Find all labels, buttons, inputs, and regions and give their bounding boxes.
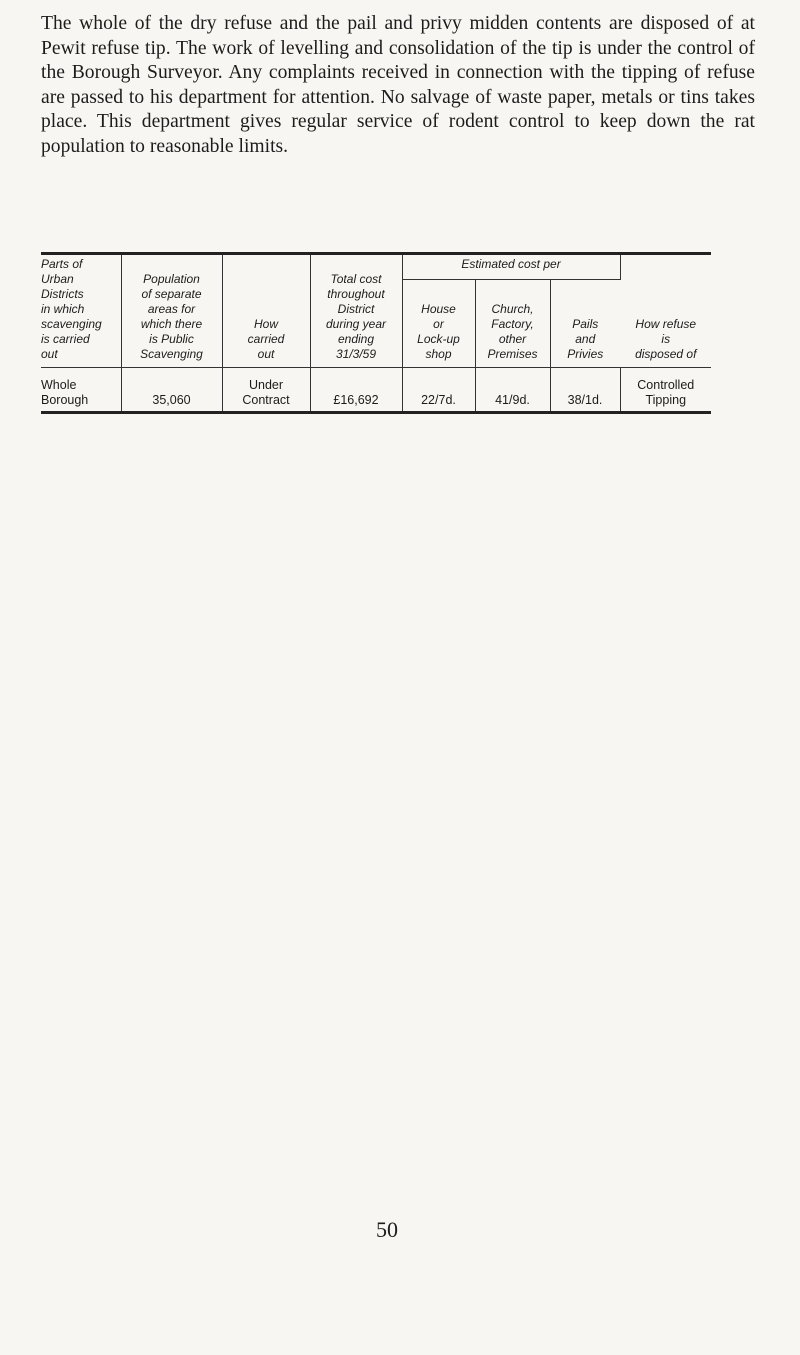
table-row (41, 368, 711, 412)
header-population: Population of separate areas for which there is Public Scavenging (121, 255, 222, 368)
cell-population: 35,060 (121, 368, 222, 412)
intro-paragraph: The whole of the dry refuse and the pail and privy midden contents are disposed of at Pewit refuse tip. The work of levelling and consolidation of the tip is under the control of the Borough Surveyor. Any complaints received in connection with the tipping of refuse are passed to his department for attention. No salvage of waste paper, metals or tins takes place. This department gives regular service of rodent control to keep down the rat population to reasonable limits. (41, 13, 755, 157)
header-how-carried-out: How carried out (222, 255, 310, 368)
cell-pails-cost: 38/1d. (550, 368, 620, 412)
cell-parts: Whole Borough (41, 368, 121, 412)
header-estimated-cost-per: Estimated cost per (402, 255, 620, 280)
header-church-factory-premises: Church, Factory, other Premises (475, 280, 550, 368)
header-pails-and-privies: Pails and Privies (567, 317, 604, 361)
cell-total-cost: £16,692 (310, 368, 402, 412)
refuse-cost-table (41, 255, 711, 411)
cell-how-refuse: Controlled Tipping (637, 378, 695, 407)
cell-how-carried: Under Contract (222, 368, 310, 412)
header-house-or-lockup-shop: House or Lock-up shop (402, 280, 475, 368)
cell-house-cost: 22/7d. (402, 368, 475, 412)
cell-church-cost: 41/9d. (475, 368, 550, 412)
header-parts-of-urban-districts: Parts of Urban Districts in which scavenging is carried out (41, 255, 121, 368)
header-how-refuse-disposed: How refuse is disposed of (635, 317, 697, 361)
header-total-cost: Total cost throughout District during year ending 31/3/59 (310, 255, 402, 368)
page-number: 50 (376, 1217, 398, 1242)
refuse-cost-table-wrap (41, 252, 711, 414)
